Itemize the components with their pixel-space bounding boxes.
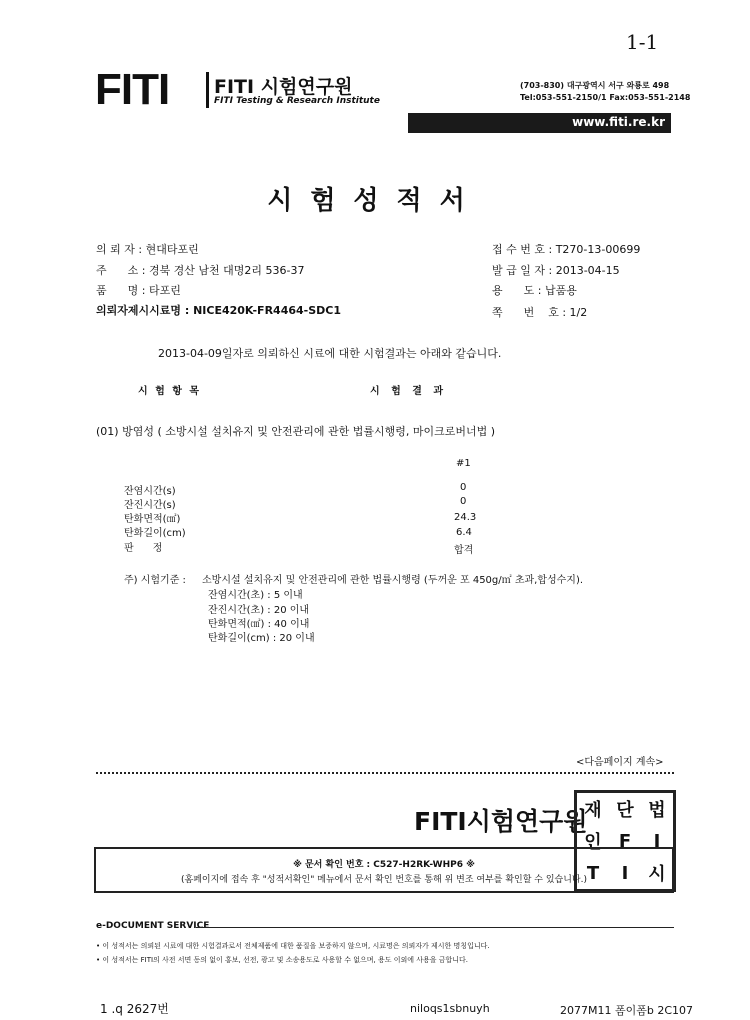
- result-value: 0: [460, 482, 467, 493]
- org-address: (703-830) 대구광역시 서구 와룡로 498: [520, 81, 670, 90]
- info-label: 용 도: [492, 284, 535, 297]
- result-label: 탄화면적(㎠): [124, 514, 181, 525]
- info-label: 접 수 번 호: [492, 243, 545, 256]
- info-client: 의 뢰 자 : 현대타포린: [96, 243, 199, 256]
- seal-char: T: [586, 862, 600, 884]
- result-label: 판 정: [124, 543, 163, 554]
- criteria-item: 탄화면적(㎠) : 40 이내: [208, 619, 310, 630]
- doc-service-line: • 이 성적서는 의뢰된 시료에 대한 시험결과로서 전체제품에 대한 품질을 보증하지 않으며, 시료명은 의뢰자가 제시한 명칭입니다.: [96, 942, 490, 950]
- info-label: 품 명: [96, 284, 139, 297]
- info-value: 2013-04-15: [555, 264, 620, 277]
- doc-service-title: e-DOCUMENT SERVICE: [96, 921, 210, 931]
- result-value: 0: [460, 496, 467, 507]
- info-issue-date: 발 급 일 자 : 2013-04-15: [492, 264, 620, 277]
- info-purpose: 용 도 : 납품용: [492, 284, 577, 297]
- note-prefix: 주) 시험기준 :: [124, 575, 186, 586]
- info-product: 품 명 : 타포린: [96, 284, 181, 297]
- result-value: 24.3: [454, 512, 477, 523]
- seal-char: F: [618, 830, 632, 852]
- dotted-divider: [96, 772, 674, 774]
- confirm-line2: (홈페이지에 접속 후 "성적서확인" 메뉴에서 문서 확인 번호를 통해 위 변조 여부를 확인할 수 있습니다.): [181, 875, 587, 885]
- org-tel: Tel:053-551-2150/1 Fax:053-551-2148: [520, 93, 691, 102]
- info-label: 주 소: [96, 264, 139, 277]
- signature-org: FITI시험연구원: [414, 807, 588, 836]
- org-url: www.fiti.re.kr: [572, 115, 665, 129]
- fax-footer-left: 1 .q 2627번: [100, 1002, 169, 1016]
- seal-char: 시: [648, 864, 666, 885]
- fax-footer-right: 2077M11 폼이폼b 2C107: [560, 1004, 694, 1017]
- info-value: NICE420K-FR4464-SDC1: [193, 304, 342, 317]
- doc-service-line: • 이 성적서는 FITI의 사전 서면 동의 없이 홍보, 선전, 광고 및 소송용도로 사용할 수 없으며, 용도 이외에 사용을 금합니다.: [96, 956, 469, 964]
- header-test-item: 시 험 항 목: [138, 386, 202, 397]
- org-name-kr: FITI 시험연구원: [214, 76, 353, 98]
- info-label: 쪽 번 호: [492, 306, 559, 319]
- document-title: 시험성적서: [267, 186, 483, 216]
- info-label: 의뢰자제시시료명: [96, 304, 182, 317]
- result-label: 잔염시간(s): [124, 486, 176, 497]
- sample-id: #1: [456, 458, 471, 469]
- info-value: 타포린: [148, 284, 181, 297]
- info-value: 1/2: [569, 306, 588, 319]
- result-label: 잔진시간(s): [124, 500, 176, 511]
- info-value: 현대타포린: [145, 243, 199, 256]
- fax-footer-mid: niloqs1sbnuyh: [410, 1002, 490, 1015]
- header-test-result: 시 험 결 과: [370, 386, 448, 397]
- fiti-logo: FITI: [95, 65, 170, 114]
- info-page-no: 쪽 번 호 : 1/2: [492, 306, 588, 319]
- result-label: 탄화길이(cm): [124, 528, 186, 539]
- criteria-item: 잔염시간(초) : 5 이내: [208, 590, 303, 601]
- doc-service-rule: [196, 927, 674, 928]
- seal-char: 단: [616, 800, 634, 821]
- info-receipt-no: 접 수 번 호 : T270-13-00699: [492, 243, 641, 256]
- seal-char: I: [653, 830, 661, 852]
- criteria-item: 탄화길이(cm) : 20 이내: [208, 633, 315, 644]
- intro-text: 2013-04-09일자로 의뢰하신 시료에 대한 시험결과는 아래와 같습니다.: [158, 347, 502, 360]
- info-value: T270-13-00699: [555, 243, 641, 256]
- next-page-note: <다음페이지 계속>: [576, 757, 664, 768]
- seal-char: 인: [584, 832, 602, 853]
- info-sample-name: 의뢰자제시시료명 : NICE420K-FR4464-SDC1: [96, 304, 342, 317]
- criteria-item: 잔진시간(초) : 20 이내: [208, 605, 310, 616]
- info-label: 의 뢰 자: [96, 243, 135, 256]
- info-value: 경북 경산 남천 대명2리 536-37: [148, 264, 305, 277]
- confirm-box: [94, 847, 674, 893]
- test-heading: (01) 방염성 ( 소방시설 설치유지 및 안전관리에 관한 법률시행령, 마이크로버너법 ): [96, 425, 496, 438]
- result-value: 합격: [454, 545, 474, 556]
- seal-char: 법: [648, 800, 666, 821]
- confirm-line1: ※ 문서 확인 번호 : C527-H2RK-WHP6 ※: [293, 860, 475, 870]
- seal-char: 재: [584, 800, 602, 821]
- logo-divider: [206, 72, 209, 108]
- page-mark: 1-1: [626, 30, 659, 54]
- result-value: 6.4: [456, 527, 472, 538]
- org-name-en: FITI Testing & Research Institute: [214, 96, 380, 106]
- info-label: 발 급 일 자: [492, 264, 545, 277]
- seal-char: I: [621, 862, 629, 884]
- info-address: 주 소 : 경북 경산 남천 대명2리 536-37: [96, 264, 305, 277]
- info-value: 납품용: [544, 284, 577, 297]
- note-standard: 소방시설 설치유지 및 안전관리에 관한 법률시행령 (두꺼운 포 450g/㎡ 초과,합성수지).: [202, 575, 584, 586]
